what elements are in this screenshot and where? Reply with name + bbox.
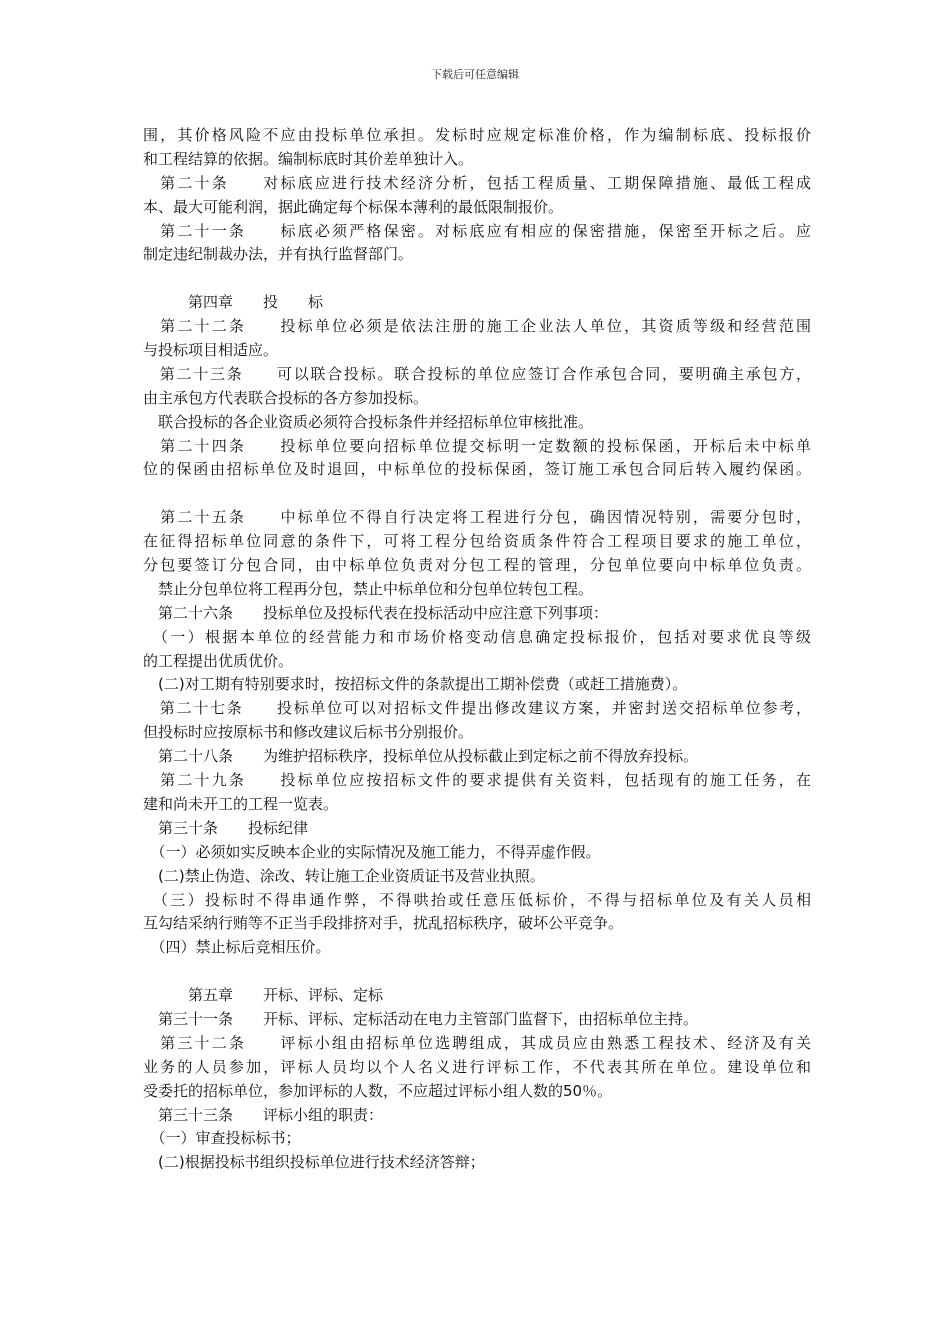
text-line: 第二十三条 可以联合投标。联合投标的单位应签订合作承包合同，要明确主承包方， [143,364,811,383]
text-line: 第三十条 投标纪律 [143,818,309,837]
text-line: 业务的人员参加，评标人员均以个人名义进行评标工作，不代表其所在单位。建设单位和 [143,1057,811,1076]
blank-line [143,482,811,506]
text-line: 第二十条 对标底应进行技术经济分析，包括工程质量、工期保障措施、最低工程成 [143,173,811,192]
text-line: 位的保函由招标单位及时退回，中标单位的投标保函，签订施工承包合同后转入履约保函。 [143,460,811,479]
text-line: 的工程提出优质优价。 [143,651,294,670]
text-line: 分包要签订分包合同，由中标单位负责对分包工程的管理，分包单位要向中标单位负责。 [143,556,811,575]
text-line: 第三十三条 评标小组的职责： [143,1105,384,1124]
text-line: （三）投标时不得串通作弊，不得哄抬或任意压低标价，不得与招标单位及有关人员相 [143,890,811,909]
text-line: 第三十一条 开标、评标、定标活动在电力主管部门监督下，由招标单位主持。 [143,1009,699,1028]
text-line: 由主承包方代表联合投标的各方参加投标。 [143,388,429,407]
page-header: 下载后可任意编辑 [431,68,519,81]
text-line: (二)禁止伪造、涂改、转让施工企业资质证书及营业执照。 [143,866,545,885]
text-line: 第二十二条 投标单位必须是依法注册的施工企业法人单位，其资质等级和经营范围 [143,317,811,336]
text-line: 围，其价格风险不应由投标单位承担。发标时应规定标准价格，作为编制标底、投标报价 [143,126,811,144]
text-line: 建和尚未开工的工程一览表。 [143,794,339,813]
text-line: (二)根据投标书组织投标单位进行技术经济答辩； [143,1153,485,1172]
text-line: 第二十五条 中标单位不得自行决定将工程进行分包，确因情况特别，需要分包时， [143,508,811,527]
text-line: 第二十八条 为维护招标秩序，投标单位从投标截止到定标之前不得放弃投标。 [143,747,699,766]
text-line: 第二十九条 投标单位应按招标文件的要求提供有关资料，包括现有的施工任务，在 [143,771,811,790]
text-line: （一）审查投标标书； [143,1129,301,1148]
text-line: 本、最大可能利润，据此确定每个标保本薄利的最低限制报价。 [143,197,564,216]
text-line: 第二十六条 投标单位及投标代表在投标活动中应注意下列事项： [143,603,609,622]
text-line: 第二十一条 标底必须严格保密。对标底应有相应的保密措施，保密至开标之后。应 [143,221,811,240]
text-line: 和工程结算的依据。编制标底时其价差单独计入。 [143,149,474,168]
text-line: 第二十四条 投标单位要向招标单位提交标明一定数额的投标保函，开标后未中标单 [143,436,811,455]
text-line: 互勾结采纳行贿等不正当手段排挤对手，扰乱招标秩序，破坏公平竞争。 [143,914,624,933]
text-line: 制定违纪制裁办法，并有执行监督部门。 [143,245,414,264]
text-line: 第二十七条 投标单位可以对招标文件提出修改建议方案，并密封送交招标单位参考， [143,699,811,718]
text-line: 第三十二条 评标小组由招标单位选聘组成，其成员应由熟悉工程技术、经济及有关 [143,1033,811,1052]
text-line: (二)对工期有特别要求时，按招标文件的条款提出工期补偿费（或赶工措施费）。 [143,675,688,694]
text-line: 与投标项目相适应。 [143,341,279,360]
text-line: 第五章 开标、评标、定标 [143,986,384,1005]
text-line: 受委托的招标单位，参加评标的人数，不应超过评标小组人数的50％。 [143,1081,613,1100]
text-line: 在征得招标单位同意的条件下，可将工程分包给资质条件符合工程项目要求的施工单位， [143,532,811,551]
text-line: 联合投标的各企业资质必须符合投标条件并经招标单位审核批准。 [143,412,594,431]
text-line: 但投标时应按原标书和修改建议后标书分别报价。 [143,723,474,742]
text-line: 第四章 投 标 [143,293,324,312]
text-line: 禁止分包单位将工程再分包，禁止中标单位和分包单位转包工程。 [143,579,594,598]
blank-line [143,267,811,291]
document-body [143,124,811,1175]
text-line: （一）根据本单位的经营能力和市场价格变动信息确定投标报价，包括对要求优良等级 [143,627,811,646]
text-line: （一）必须如实反映本企业的实际情况及施工能力，不得弄虚作假。 [143,842,601,861]
text-line: （四）禁止标后竞相压价。 [143,938,331,957]
blank-line [143,960,811,984]
